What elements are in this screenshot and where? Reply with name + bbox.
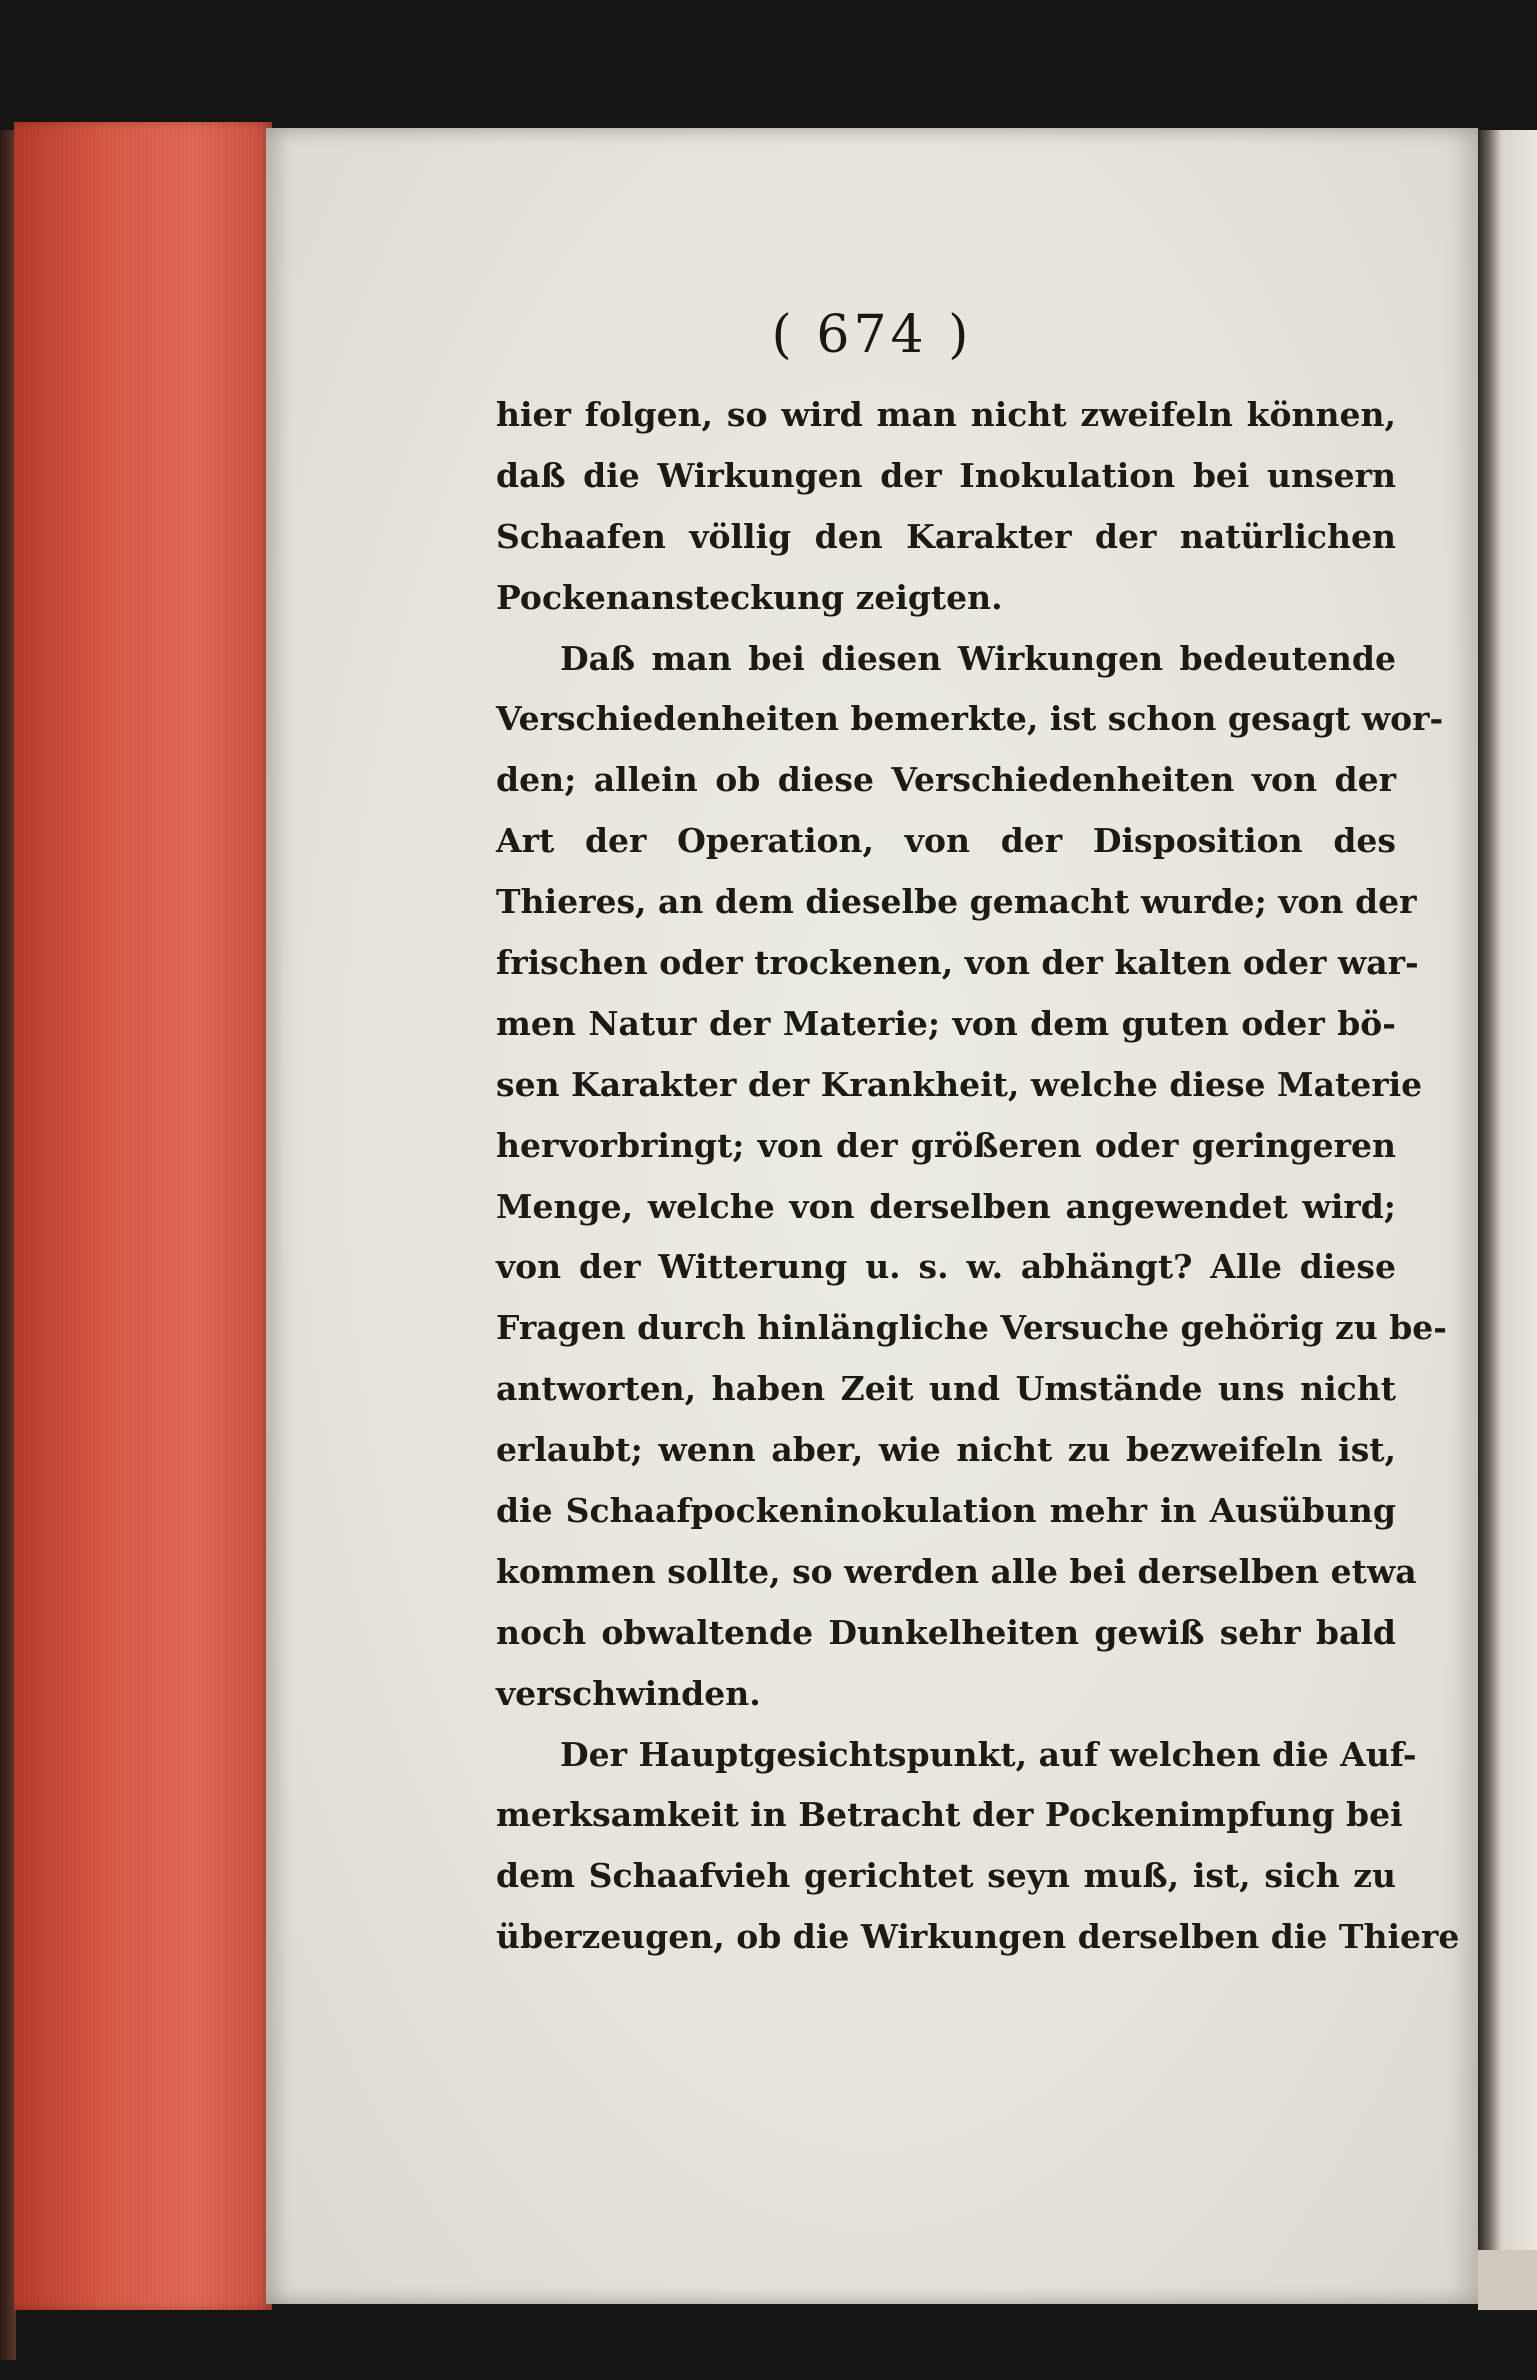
text-line: men Natur der Materie; von dem guten oder bö- xyxy=(496,1003,1396,1043)
text-line: überzeugen, ob die Wirkungen derselben die Thiere xyxy=(496,1917,1460,1957)
text-line: sen Karakter der Krankheit, welche diese Materie xyxy=(496,1064,1423,1104)
text-line: antworten, haben Zeit und Umstände uns nicht xyxy=(496,1369,1396,1409)
text-line: Thieres, an dem dieselbe gemacht wurde; von der xyxy=(496,882,1417,922)
text-line: daß die Wirkungen der Inokulation bei unsern xyxy=(496,455,1396,495)
text-line: Menge, welche von derselben angewendet wird; xyxy=(496,1186,1396,1226)
text-line: Art der Operation, von der Disposition des xyxy=(496,821,1396,861)
text-line: hier folgen, so wird man nicht zweifeln können, xyxy=(496,395,1396,434)
text-line: den; allein ob diese Verschiedenheiten von der xyxy=(496,760,1396,800)
text-line: Schaafen völlig den Karakter der natürlichen xyxy=(496,516,1396,556)
adjacent-page-edge xyxy=(1478,130,1537,2250)
text-line: verschwinden. xyxy=(496,1673,761,1713)
text-line: Daß man bei diesen Wirkungen bedeutende xyxy=(560,638,1396,678)
page-number: ( 674 ) xyxy=(771,305,973,365)
red-page-edge xyxy=(14,122,272,2310)
text-line: dem Schaafvieh gerichtet seyn muß, ist, sich zu xyxy=(496,1856,1396,1896)
text-line: Der Hauptgesichtspunkt, auf welchen die Auf- xyxy=(560,1734,1417,1774)
text-line: hervorbringt; von der größeren oder geringeren xyxy=(496,1125,1396,1165)
text-line: Pockenansteckung zeigten. xyxy=(496,577,1003,617)
text-line: noch obwaltende Dunkelheiten gewiß sehr bald xyxy=(496,1612,1396,1652)
text-line: Fragen durch hinlängliche Versuche gehörig zu be- xyxy=(496,1308,1447,1348)
text-line: merksamkeit in Betracht der Pockenimpfung bei xyxy=(496,1795,1403,1835)
text-line: frischen oder trockenen, von der kalten oder war- xyxy=(496,943,1419,983)
text-line: Verschiedenheiten bemerkte, ist schon gesagt wor- xyxy=(496,699,1444,739)
adjacent-page-bottom xyxy=(1478,2250,1537,2310)
body-text xyxy=(496,385,1460,1968)
text-line: von der Witterung u. s. w. abhängt? Alle diese xyxy=(496,1247,1396,1287)
text-line: die Schaafpockeninokulation mehr in Ausübung xyxy=(496,1491,1396,1531)
text-line: kommen sollte, so werden alle bei derselben etwa xyxy=(496,1551,1417,1591)
text-line: erlaubt; wenn aber, wie nicht zu bezweifeln ist, xyxy=(496,1430,1396,1470)
